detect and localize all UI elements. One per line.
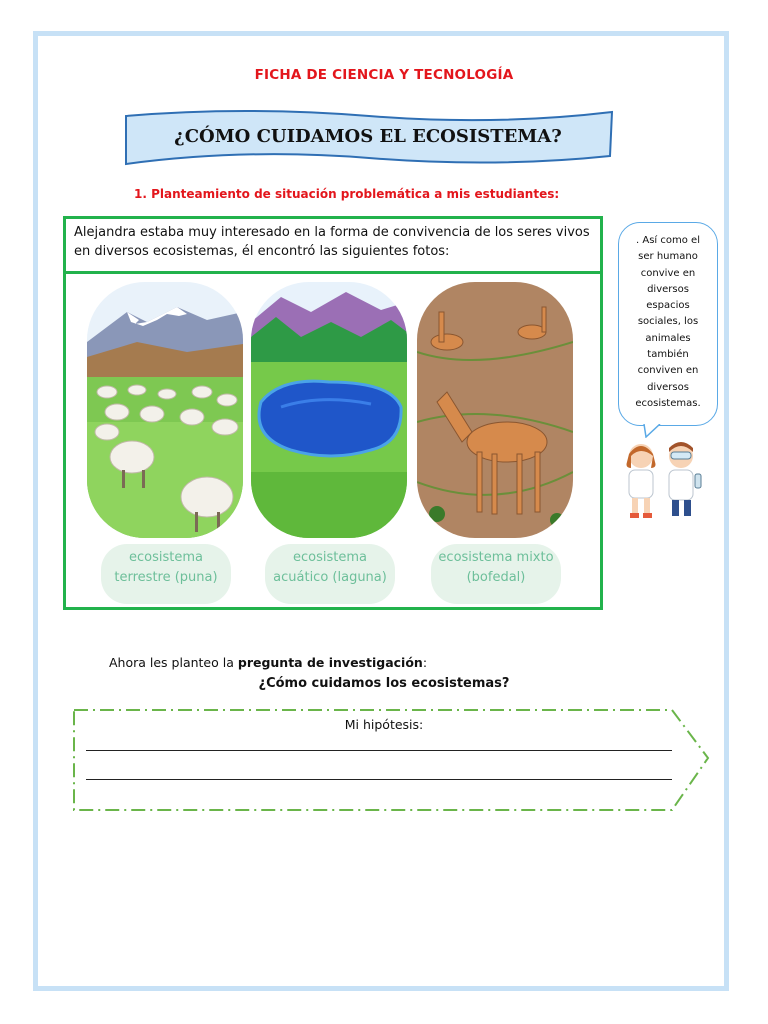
hypothesis-answer-line-1[interactable] (86, 750, 672, 751)
caption-bofedal-line1: ecosistema mixto (438, 550, 554, 565)
banner-title: ¿CÓMO CUIDAMOS EL ECOSISTEMA? (174, 126, 562, 147)
caption-puna (101, 544, 231, 604)
callout-line: sociales, los (637, 316, 699, 328)
section-heading: 1. Planteamiento de situación problemática a mis estudiantes: (134, 187, 560, 201)
callout-line: diversos (647, 381, 689, 393)
hypothesis-answer-line-2[interactable] (86, 779, 672, 780)
callout-line: espacios (646, 300, 690, 312)
question-intro-suffix: : (422, 655, 428, 670)
callout-line: ecosistemas. (635, 397, 701, 409)
story-text (63, 216, 603, 274)
caption-bofedal (431, 544, 561, 604)
caption-puna-line1: ecosistema (129, 550, 203, 565)
caption-puna-line2: terrestre (puna) (114, 570, 218, 585)
scientist-kids-illustration (613, 438, 713, 522)
callout-line: ser humano (638, 251, 698, 263)
callout-line: también (647, 349, 689, 361)
caption-bofedal-line2: (bofedal) (466, 570, 526, 585)
ecosystem-image-laguna (251, 282, 407, 538)
research-question: ¿Cómo cuidamos los ecosistemas? (258, 676, 510, 691)
ecosystem-image-puna (87, 282, 243, 538)
callout-line: animales (645, 332, 691, 344)
question-intro-prefix: Ahora les planteo la (109, 655, 234, 670)
caption-laguna-line2: acuático (laguna) (273, 570, 387, 585)
caption-laguna-line1: ecosistema (293, 550, 367, 565)
question-intro-bold: pregunta de investigación (237, 655, 423, 670)
worksheet-title: FICHA DE CIENCIA Y TECNOLOGÍA (254, 67, 514, 83)
hypothesis-label: Mi hipótesis: (344, 717, 424, 732)
callout-bubble (618, 222, 718, 426)
story-line-1: Alejandra estaba muy interesado en la forma de convivencia de los seres vivos (74, 225, 590, 240)
caption-laguna (265, 544, 395, 604)
callout-line: diversos (647, 283, 689, 295)
callout-line: convive en (640, 267, 696, 279)
callout-line: . Así como el (636, 235, 700, 246)
story-line-2: en diversos ecosistemas, él encontró las siguientes fotos: (74, 244, 450, 259)
callout-line: conviven en (637, 365, 699, 377)
callout-tail (642, 424, 666, 438)
question-intro (109, 655, 427, 670)
ecosystem-image-bofedal (417, 282, 573, 538)
